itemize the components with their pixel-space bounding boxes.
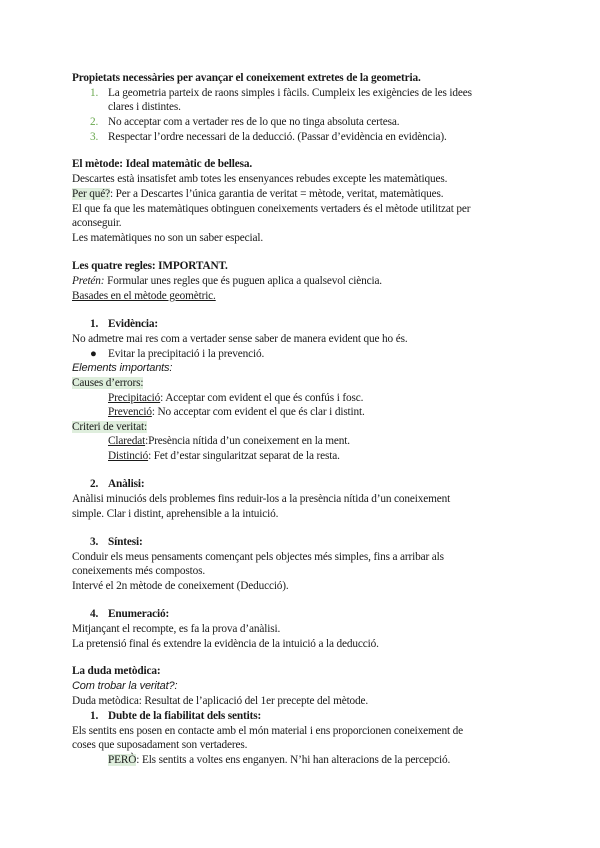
definition-line xyxy=(108,405,365,419)
list-item xyxy=(90,115,399,129)
definition: :Presència nítida d’un coneixement en la ment. xyxy=(145,435,350,447)
heading-text: Dubte de la fiabilitat dels sentits: xyxy=(108,710,262,722)
paragraph: Anàlisi minuciós dels problemes fins reduir-los a la presència nítida d’un coneixement xyxy=(72,493,451,505)
paragraph: Les matemàtiques no son un saber especial. xyxy=(72,232,264,244)
heading-number: 4. xyxy=(90,608,99,620)
subsection-heading xyxy=(90,317,158,331)
heading-number: 1. xyxy=(90,710,99,722)
list-item-continuation: clares i distintes. xyxy=(108,101,181,113)
paragraph: Els sentits ens posen en contacte amb el món material i ens proporcionen coneixement de xyxy=(72,725,464,737)
list-number: 1. xyxy=(90,87,99,99)
highlight-label: Per qué? xyxy=(72,188,111,200)
paragraph: Mitjançant el recompte, es fa la prova d’anàlisi. xyxy=(72,623,281,635)
highlighted-subheading xyxy=(72,420,147,434)
paragraph-text: Formular unes regles que és puguen aplica a qualsevol ciència. xyxy=(104,275,382,287)
highlighted-subheading xyxy=(72,376,143,390)
subsection-heading xyxy=(90,709,261,723)
term: Prevenció xyxy=(108,406,152,418)
paragraph: La pretensió final és extendre la evidència de la intuició a la deducció. xyxy=(72,638,379,650)
definition: : No acceptar com evident el que és clar i distint. xyxy=(151,406,365,418)
paragraph-text: : Els sentits a voltes ens enganyen. N’hi han alteracions de la percepció. xyxy=(136,754,451,766)
term: Precipitació xyxy=(108,392,161,404)
highlight-text: Causes d’errors: xyxy=(72,377,144,389)
heading-text: Síntesi: xyxy=(108,536,143,548)
paragraph xyxy=(72,274,382,288)
subsection-heading xyxy=(90,607,169,621)
paragraph: Descartes està insatisfet amb totes les ensenyances rebudes excepte les matemàtiques. xyxy=(72,173,448,185)
bullet-text: Evitar la precipitació i la prevenció. xyxy=(108,348,265,360)
heading-text: Anàlisi: xyxy=(108,478,145,490)
list-item xyxy=(90,130,447,144)
section-heading: El mètode: Ideal matemàtic de bellesa. xyxy=(72,158,253,170)
italic-heading: Elements importants: xyxy=(72,362,173,374)
paragraph-continuation: simple. Clar i distint, aprehensible a la intuició. xyxy=(72,508,279,520)
list-item-text: Respectar l’ordre necessari de la deducció. (Passar d’evidència en evidència). xyxy=(108,131,447,143)
list-number: 3. xyxy=(90,131,99,143)
paragraph-text: : Per a Descartes l’única garantia de veritat = mètode, veritat, matemàtiques. xyxy=(110,188,444,200)
paragraph: No admetre mai res com a vertader sense saber de manera evident que ho és. xyxy=(72,333,408,345)
underlined-text: Basades en el mètode geomètric. xyxy=(72,290,216,302)
paragraph xyxy=(72,187,443,201)
paragraph: Duda metòdica: Resultat de l’aplicació del 1er precepte del mètode. xyxy=(72,695,369,707)
heading-number: 3. xyxy=(90,536,99,548)
definition: : Acceptar com evident el que és confús i fosc. xyxy=(160,392,364,404)
paragraph-continuation: coneixements més compostos. xyxy=(72,565,206,577)
term: Claredat xyxy=(108,435,146,447)
paragraph-continuation: coses que suposadament son vertaderes. xyxy=(72,739,248,751)
bullet-item xyxy=(90,347,264,361)
definition: : Fet d’estar singularitzat separat de la resta. xyxy=(148,450,340,462)
heading-number: 2. xyxy=(90,478,99,490)
paragraph-continuation: aconseguir. xyxy=(72,217,122,229)
paragraph: Conduir els meus pensaments començant pels objectes més simples, fins a arribar als xyxy=(72,551,444,563)
definition-line xyxy=(108,434,350,448)
subsection-heading xyxy=(90,535,143,549)
heading-number: 1. xyxy=(90,318,99,330)
list-number: 2. xyxy=(90,116,99,128)
section-heading: La duda metòdica: xyxy=(72,665,161,677)
definition-line xyxy=(108,391,363,405)
italic-question: Com trobar la veritat?: xyxy=(72,680,178,692)
paragraph xyxy=(108,753,450,767)
heading-text: Evidència: xyxy=(108,318,158,330)
subsection-heading xyxy=(90,477,144,491)
paragraph: Intervé el 2n mètode de coneixement (Deducció). xyxy=(72,580,289,592)
paragraph: El que fa que les matemàtiques obtinguen coneixements vertaders és el mètode utilitzat per xyxy=(72,203,471,215)
list-item xyxy=(90,86,472,100)
highlight-text: Criteri de veritat: xyxy=(72,421,147,433)
heading-text: Enumeració: xyxy=(108,608,170,620)
term: Distinció xyxy=(108,450,149,462)
bullet-icon: ● xyxy=(90,348,97,360)
section-heading: Les quatre regles: IMPORTANT. xyxy=(72,260,228,272)
section-heading: Propietats necessàries per avançar el coneixement extretes de la geometria. xyxy=(72,72,421,84)
highlight-label: PERÒ xyxy=(108,754,137,766)
list-item-text: La geometria parteix de raons simples i fàcils. Cumpleix les exigències de les idees xyxy=(108,87,472,99)
definition-line xyxy=(108,449,340,463)
list-item-text: No acceptar com a vertader res de lo que no tinga absoluta certesa. xyxy=(108,116,400,128)
italic-label: Pretén: xyxy=(72,275,105,287)
